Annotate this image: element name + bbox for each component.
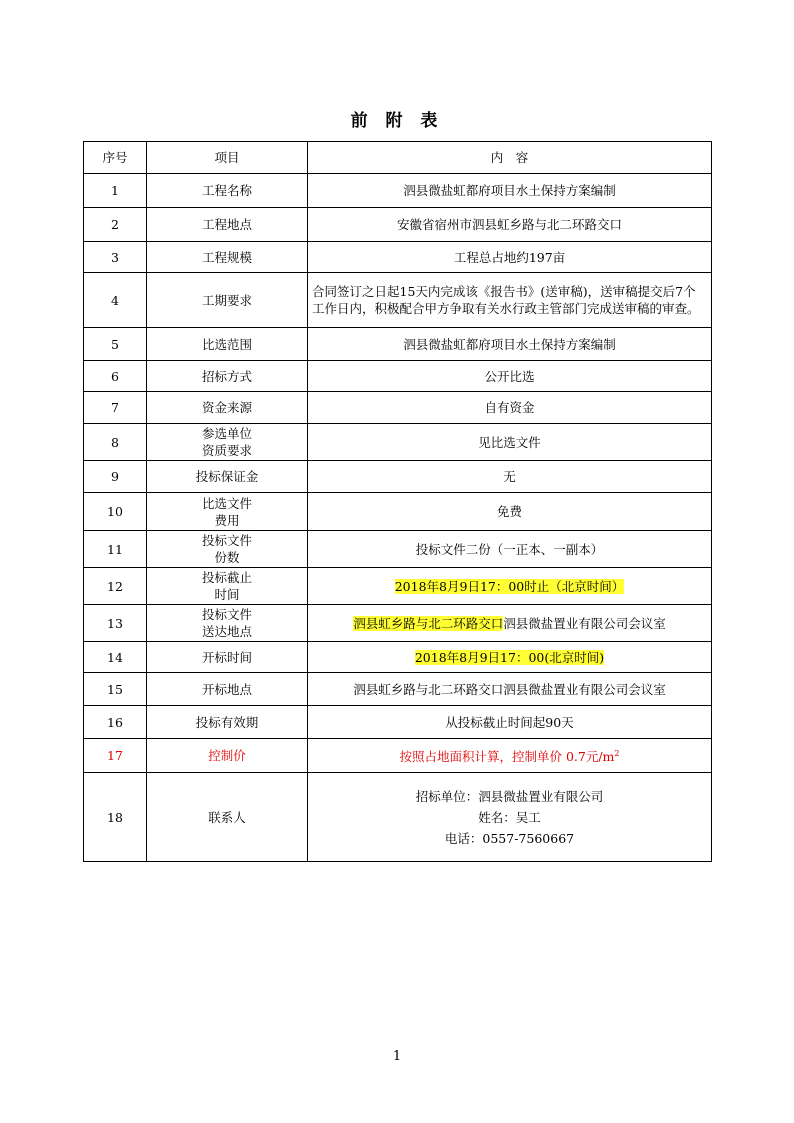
contact-name: 姓名：吴工 [478,809,541,825]
row-item [147,605,308,642]
row-no: 17 [84,739,147,773]
row-item: 资金来源 [147,392,308,424]
row-content: 投标文件二份（一正本、一副本） [308,531,712,568]
row-no: 13 [84,605,147,642]
row-content: 合同签订之日起15天内完成该《报告书》(送审稿)，送审稿提交后7个工作日内，积极配合甲方争取有关水行政主管部门完成送审稿的审查。 [308,273,712,328]
table-row [84,242,712,273]
row-item-line: 投标截止 [201,570,252,585]
row-content [308,568,712,605]
content-rest: 泗县微盐置业有限公司会议室 [503,615,666,631]
row-item: 工程名称 [147,174,308,208]
row-item-line: 比选文件 [201,495,252,511]
row-item: 开标地点 [147,673,308,706]
row-item-line: 份数 [214,550,240,565]
row-item: 开标时间 [147,642,308,673]
page-title: 前 附 表 [350,111,444,131]
table-row [84,328,712,361]
row-content: 泗县微盐虹都府项目水土保持方案编制 [308,328,712,361]
row-no: 15 [84,673,147,706]
table-row [84,392,712,424]
table-row [84,424,712,461]
row-item [147,568,308,605]
row-no: 5 [84,328,147,361]
row-no: 11 [84,531,147,568]
row-item: 工程地点 [147,208,308,242]
row-item-line: 费用 [214,512,240,528]
table-header-row [84,142,712,174]
row-item-line: 投标文件 [201,607,252,622]
row-item: 工期要求 [147,273,308,328]
table-row [84,461,712,493]
table-row [84,642,712,673]
row-item [147,424,308,461]
row-content: 泗县微盐虹都府项目水土保持方案编制 [308,174,712,208]
row-no: 7 [84,392,147,424]
row-no: 3 [84,242,147,273]
row-no: 10 [84,493,147,531]
row-no: 8 [84,424,147,461]
row-no: 2 [84,208,147,242]
table-row [84,568,712,605]
superscript: 2 [614,749,620,759]
row-no: 4 [84,273,147,328]
highlighted-text: 泗县虹乡路与北二环路交口 [353,615,504,631]
contact-unit: 招标单位：泗县微盐置业有限公司 [415,788,604,804]
row-no: 1 [84,174,147,208]
header-no: 序号 [84,142,147,174]
row-item-line: 参选单位 [201,426,252,441]
row-no: 12 [84,568,147,605]
row-content: 见比选文件 [308,424,712,461]
table-row [84,605,712,642]
row-item: 控制价 [147,739,308,773]
table-row [84,361,712,392]
row-content: 安徽省宿州市泗县虹乡路与北二环路交口 [308,208,712,242]
row-no: 18 [84,773,147,862]
row-content [308,773,712,862]
row-no: 9 [84,461,147,493]
page-number: 1 [392,1049,402,1064]
row-item: 招标方式 [147,361,308,392]
row-item-line: 送达地点 [201,624,252,639]
row-item [147,531,308,568]
row-item: 投标有效期 [147,706,308,739]
table-row [84,706,712,739]
row-no: 16 [84,706,147,739]
row-item: 投标保证金 [147,461,308,493]
row-item-line: 资质要求 [201,443,252,458]
highlighted-text: 2018年8月9日17：00(北京时间) [414,649,605,665]
row-item: 工程规模 [147,242,308,273]
contact-phone: 电话：0557-7560667 [444,830,575,846]
row-content: 自有资金 [308,392,712,424]
front-table [83,141,712,862]
row-content: 工程总占地约197亩 [308,242,712,273]
table-row [84,673,712,706]
table-row [84,174,712,208]
header-content: 内 容 [308,142,712,174]
row-content: 免费 [308,493,712,531]
row-item-line: 时间 [214,587,240,602]
table-row [84,531,712,568]
table-row [84,273,712,328]
table-row [84,739,712,773]
row-content: 公开比选 [308,361,712,392]
row-item-line: 投标文件 [201,533,252,548]
row-content [308,642,712,673]
row-content: 从投标截止时间起90天 [308,706,712,739]
row-item: 比选范围 [147,328,308,361]
header-item: 项目 [147,142,308,174]
row-item [147,493,308,531]
highlighted-text: 2018年8月9日17：00时止（北京时间） [394,578,625,594]
row-content: 无 [308,461,712,493]
row-no: 14 [84,642,147,673]
row-content [308,605,712,642]
table-row [84,208,712,242]
row-content: 泗县虹乡路与北二环路交口泗县微盐置业有限公司会议室 [308,673,712,706]
control-price-text: 按照占地面积计算，控制单价 0.7元/m [399,749,615,765]
row-no: 6 [84,361,147,392]
row-content [308,739,712,773]
row-item: 联系人 [147,773,308,862]
table-row [84,493,712,531]
table-row [84,773,712,862]
